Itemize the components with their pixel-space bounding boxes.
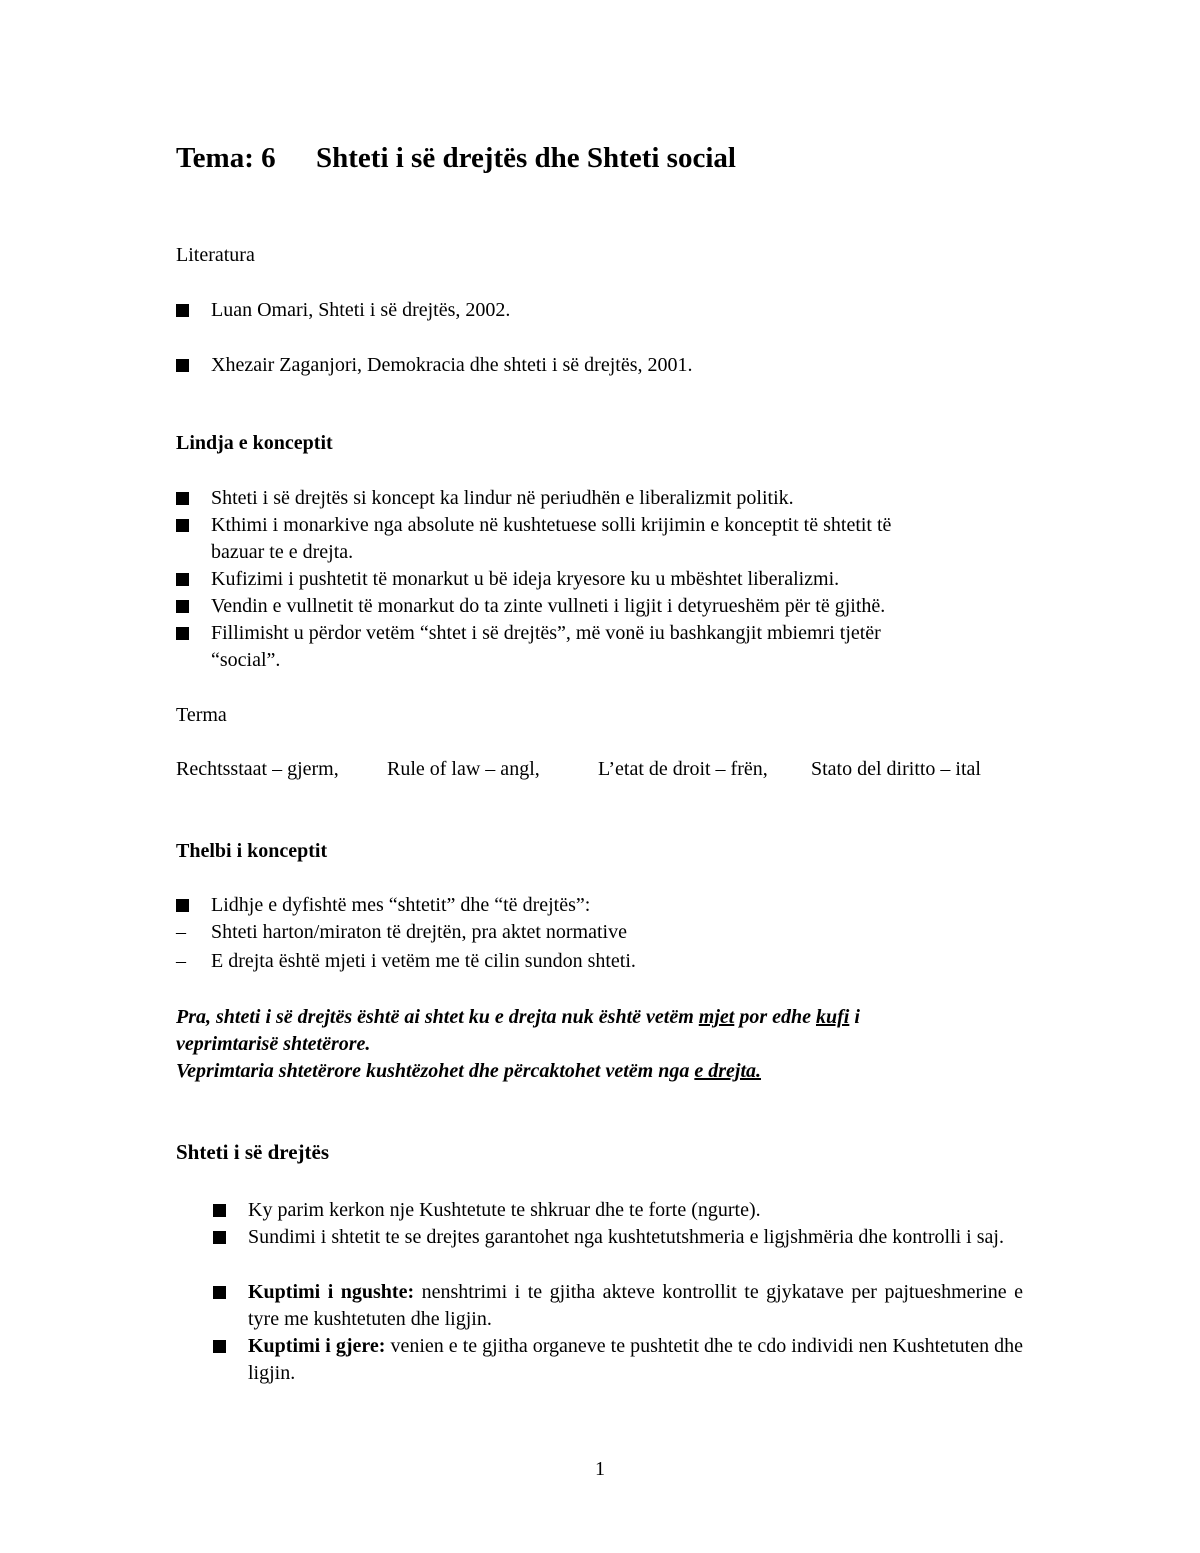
square-bullet-icon [176, 600, 189, 613]
square-bullet-icon [213, 1340, 226, 1353]
title-number: Tema: 6 [176, 142, 276, 174]
emphasis-line: Pra, shteti i së drejtës është ai shtet ku e drejta nuk është vetëm mjet por edhe kufi i [176, 1006, 860, 1028]
terma-entry: Rule of law – angl, [387, 758, 540, 780]
square-bullet-icon [213, 1231, 226, 1244]
shteti-heading: Shteti i së drejtës [176, 1140, 329, 1164]
square-bullet-icon [213, 1204, 226, 1217]
dash-bullet-icon: – [176, 921, 186, 943]
title-text: Shteti i së drejtës dhe Shteti social [316, 142, 736, 174]
square-bullet-icon [176, 304, 189, 317]
square-bullet-icon [176, 899, 189, 912]
square-bullet-icon [176, 359, 189, 372]
page-title [176, 142, 736, 175]
square-bullet-icon [213, 1286, 226, 1299]
emphasis-line: veprimtarisë shtetërore. [176, 1033, 371, 1055]
emphasis-line: Veprimtaria shtetërore kushtëzohet dhe përcaktohet vetëm nga e drejta. [176, 1060, 761, 1082]
terma-entry: Rechtsstaat – gjerm, [176, 758, 339, 780]
terma-entry: Stato del diritto – ital [811, 758, 981, 780]
terma-heading: Terma [176, 704, 227, 726]
document-page: Tema: 6 Shteti i së drejtës dhe Shteti social Literatura Luan Omari, Shteti i së drejtës, 2002. Xhezair Zaganjori, Demokracia dhe shteti i së drejtës, 2001. Lindja e konceptit Shteti i së drejtës si koncept ka lindur në periudhën e liberalizmit politik. Kthimi i monarkive nga absolute në kushtetuese solli krijimin e konceptit të shtetit të bazuar te e drejta. Kufizimi i pushtetit të monarkut u bë ideja kryesore ku u mbështet liberalizmi. Vendin e vullnetit të monarkut do ta zinte vullneti i ligjit i detyrueshëm për të gjithë. Fillimisht u përdor vetëm “shtet i së drejtës”, më vonë iu bashkangjit mbiemri tjetër “social”. Terma Rechtsstaat – gjerm, Rule of law – angl, L’etat de droit – frën, Stato del diritto – ital Thelbi i konceptit Lidhje e dyfishtë mes “shtetit” dhe “të drejtës”: – Shteti harton/miraton të drejtën, pra aktet normative – E drejta është mjeti i vetëm me të cilin sundon shteti. Pra, shteti i së drejtës është ai shtet ku e drejta nuk është vetëm mjet por edhe kufi i veprimtarisë shtetërore. Veprimtaria shtetërore kushtëzohet dhe përcaktohet vetëm nga e drejta. Shteti i së drejtës Ky parim kerkon nje Kushtetute te shkruar dhe te forte (ngurte). Sundimi i shtetit te se drejtes garantohet nga kushtetutshmeria e ligjshmëria dhe kontrolli i saj. Kuptimi i ngushte: nenshtrimi i te gjitha akteve kontrollit te gjykatave per pajtueshmerine e tyre me kushtetuten dhe ligjin. Kuptimi i gjere: venien e te gjitha organeve te pushtetit dhe te cdo individi nen Kushtetuten dhe ligjin. 1 [0, 0, 1200, 1553]
lindja-heading: Lindja e konceptit [176, 432, 333, 454]
square-bullet-icon [176, 492, 189, 505]
square-bullet-icon [176, 627, 189, 640]
dash-bullet-icon: – [176, 950, 186, 972]
literatura-heading: Literatura [176, 244, 255, 266]
terma-entry: L’etat de droit – frën, [598, 758, 768, 780]
thelbi-heading: Thelbi i konceptit [176, 840, 328, 862]
square-bullet-icon [176, 519, 189, 532]
page-number: 1 [595, 1458, 605, 1480]
emphasis-paragraph [176, 1004, 1024, 1085]
square-bullet-icon [176, 573, 189, 586]
